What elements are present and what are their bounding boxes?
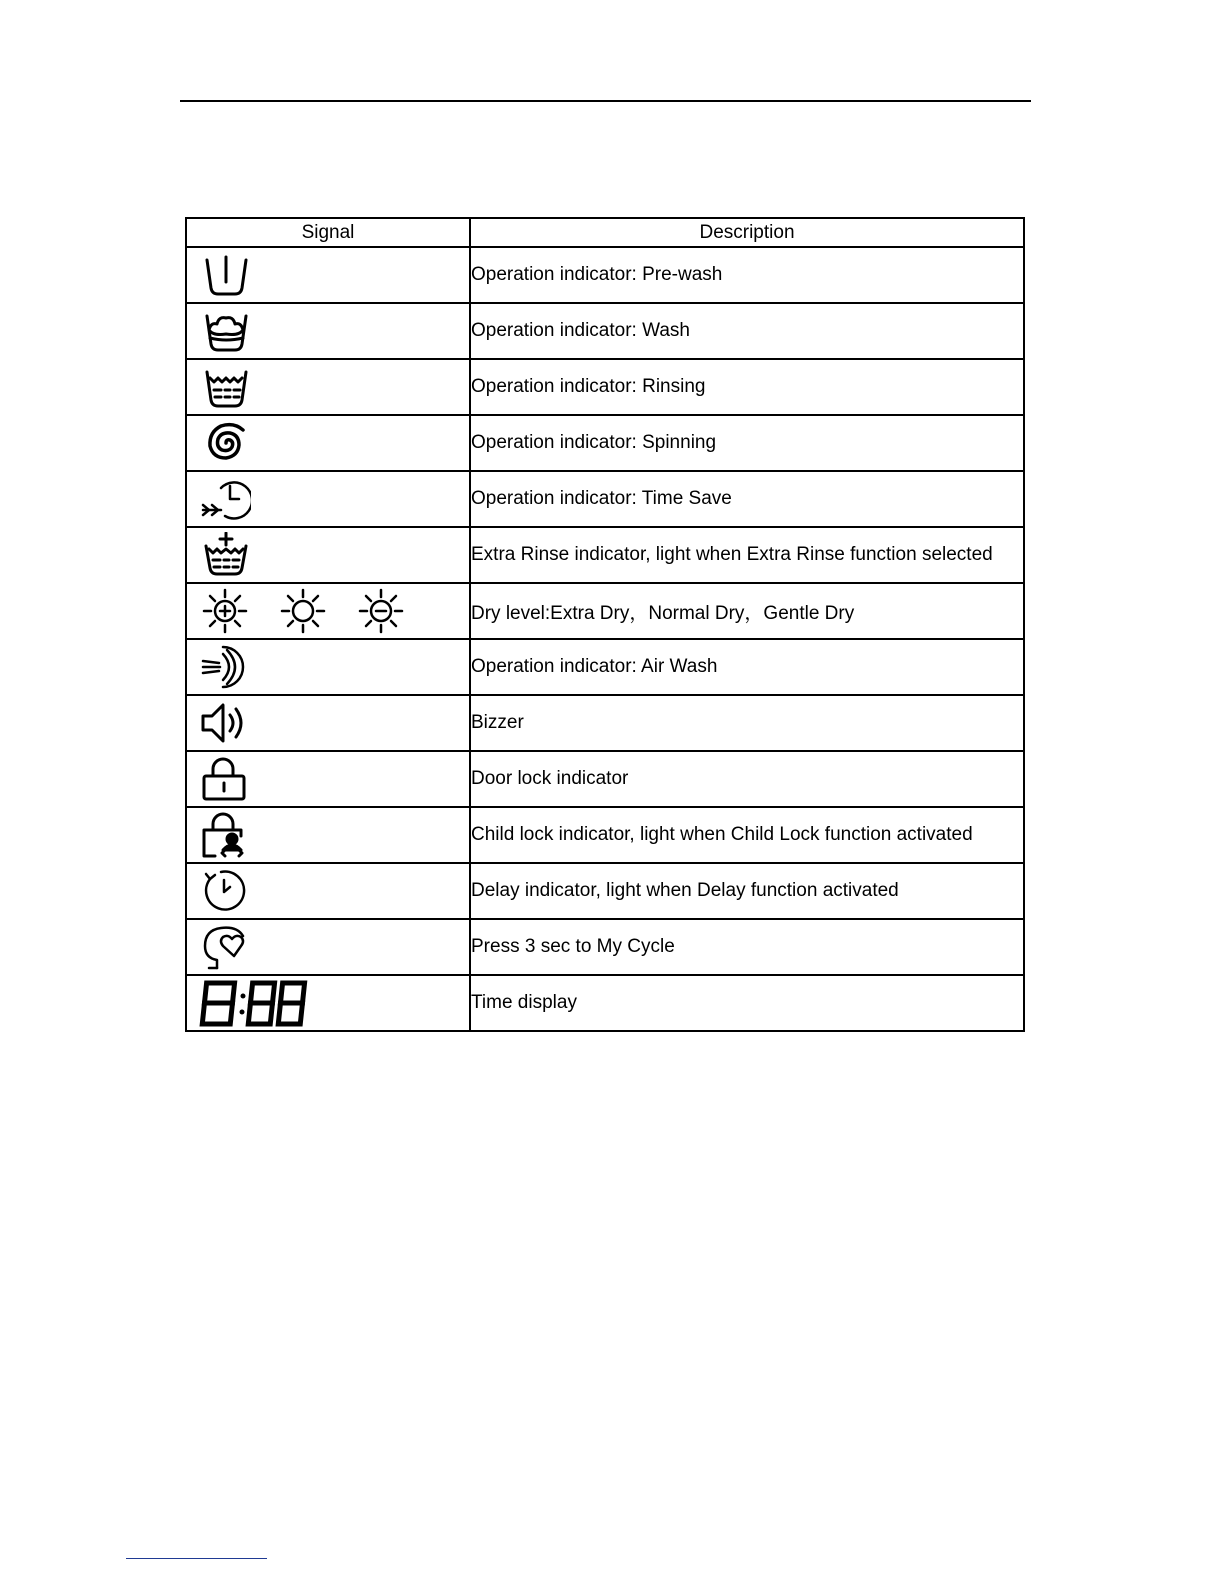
- description-cell: Press 3 sec to My Cycle: [470, 919, 1024, 975]
- table-row: [186, 807, 1024, 863]
- table-row: [186, 919, 1024, 975]
- signal-cell: [186, 807, 470, 863]
- signal-cell: [186, 415, 470, 471]
- signal-table: [185, 217, 1025, 1032]
- signal-cell: [186, 639, 470, 695]
- table-row: [186, 863, 1024, 919]
- pre-wash-tub-icon: [201, 252, 251, 298]
- table-row: [186, 583, 1024, 639]
- description-cell: Door lock indicator: [470, 751, 1024, 807]
- extra-rinse-icon: [201, 532, 251, 578]
- child-lock-icon: [201, 812, 251, 858]
- signal-cell: [186, 751, 470, 807]
- table-row: [186, 359, 1024, 415]
- description-cell: Bizzer: [470, 695, 1024, 751]
- description-cell: Delay indicator, light when Delay function activated: [470, 863, 1024, 919]
- description-cell: Operation indicator: Wash: [470, 303, 1024, 359]
- dry-level-icons: [201, 588, 405, 640]
- signal-column-header: Signal: [186, 218, 470, 247]
- signal-cell: [186, 247, 470, 303]
- description-cell: Operation indicator: Air Wash: [470, 639, 1024, 695]
- description-cell: Operation indicator: Pre-wash: [470, 247, 1024, 303]
- description-cell: Time display: [470, 975, 1024, 1031]
- signal-cell: [186, 359, 470, 415]
- description-column-header: Description: [470, 218, 1024, 247]
- table-row: [186, 695, 1024, 751]
- table-row: [186, 751, 1024, 807]
- description-cell: Extra Rinse indicator, light when Extra Rinse function selected: [470, 527, 1024, 583]
- table-row: [186, 527, 1024, 583]
- table-row: [186, 303, 1024, 359]
- extra-dry-sun-icon: [201, 588, 249, 640]
- air-wash-icon: [201, 644, 251, 690]
- header-rule: [180, 100, 1031, 102]
- description-cell: Dry level:Extra Dry，Normal Dry，Gentle Dry: [470, 583, 1024, 639]
- time-save-icon: [201, 476, 251, 522]
- wash-tub-icon: [201, 308, 251, 354]
- table-row: [186, 415, 1024, 471]
- table-header-row: [186, 218, 1024, 247]
- seven-segment-display-icon: [199, 979, 309, 1029]
- description-cell: Operation indicator: Rinsing: [470, 359, 1024, 415]
- padlock-icon: [201, 756, 251, 802]
- table-row: [186, 639, 1024, 695]
- gentle-dry-sun-icon: [357, 588, 405, 640]
- table-row: [186, 975, 1024, 1031]
- table-row: [186, 247, 1024, 303]
- signal-cell: [186, 527, 470, 583]
- description-cell: Operation indicator: Time Save: [470, 471, 1024, 527]
- signal-cell: [186, 583, 470, 639]
- signal-cell: [186, 303, 470, 359]
- normal-dry-sun-icon: [279, 588, 327, 640]
- spin-spiral-icon: [201, 420, 251, 466]
- delay-clock-icon: [201, 868, 251, 914]
- footer-rule: [126, 1558, 267, 1559]
- rinse-tub-icon: [201, 364, 251, 410]
- signal-cell: [186, 919, 470, 975]
- signal-cell: [186, 471, 470, 527]
- description-cell: Child lock indicator, light when Child Lock function activated: [470, 807, 1024, 863]
- speaker-icon: [201, 700, 251, 746]
- signal-cell: [186, 975, 470, 1031]
- description-cell: Operation indicator: Spinning: [470, 415, 1024, 471]
- my-cycle-heart-icon: [201, 924, 251, 970]
- table-row: [186, 471, 1024, 527]
- signal-cell: [186, 863, 470, 919]
- signal-cell: [186, 695, 470, 751]
